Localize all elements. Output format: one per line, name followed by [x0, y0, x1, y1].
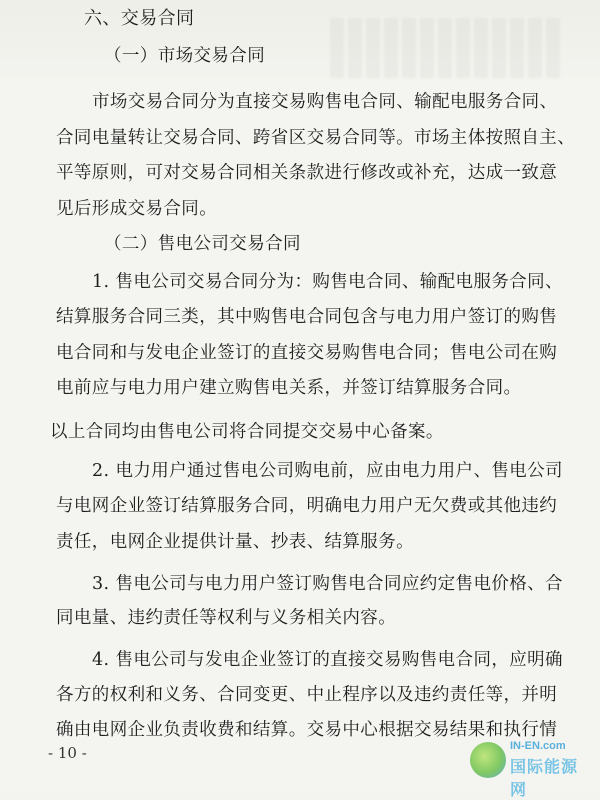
sunflower-logo-icon	[470, 742, 506, 778]
paragraph-line: 电前应与电力用户建立购售电关系，并签订结算服务合同。	[56, 378, 522, 398]
subsection-heading-retailer-contracts: （二）售电公司交易合同	[104, 234, 301, 254]
paragraph-line: 3. 售电公司与电力用户签订购售电合同应约定售电价格、合	[92, 574, 563, 594]
paragraph-line: 4. 售电公司与发电企业签订的直接交易购售电合同，应明确	[92, 650, 563, 670]
watermark-name: 国际能源网	[510, 757, 579, 799]
paragraph-line: 1. 售电公司交易合同分为：购售电合同、输配电服务合同、	[92, 272, 563, 292]
bleed-through-shadow	[330, 18, 560, 78]
paragraph-line: 市场交易合同分为直接交易购售电合同、输配电服务合同、	[92, 92, 558, 112]
paragraph-line: 合同电量转让交易合同、跨省区交易合同等。市场主体按照自主、	[56, 128, 576, 148]
watermark-logo	[470, 738, 594, 799]
paragraph-line: 平等原则，可对交易合同相关条款进行修改或补充，达成一致意	[56, 163, 558, 183]
page-number: - 10 -	[48, 744, 87, 762]
paragraph-line: 责任，电网企业提供计量、抄表、结算服务。	[56, 532, 414, 552]
paragraph-line: 见后形成交易合同。	[56, 199, 218, 219]
watermark-site: IN-EN.com	[510, 740, 566, 752]
paragraph-line: 2. 电力用户通过售电公司购电前，应由电力用户、售电公司	[92, 461, 563, 481]
paragraph-line: 结算服务合同三类，其中购售电合同包含与电力用户签订的购售	[56, 307, 558, 327]
paragraph-line: 与电网企业签订结算服务合同，明确电力用户无欠费或其他违约	[56, 496, 558, 516]
paragraph-line: 各方的权利和义务、合同变更、中止程序以及违约责任等，并明	[56, 685, 558, 705]
paragraph-line: 电合同和与发电企业签订的直接交易购售电合同；售电公司在购	[56, 343, 558, 363]
paragraph-line: 同电量、违约责任等权利与义务相关内容。	[56, 608, 397, 628]
section-heading-main: 六、交易合同	[84, 8, 195, 29]
subsection-heading-market-contracts: （一）市场交易合同	[104, 46, 266, 66]
paragraph-line: 确由电网企业负责收费和结算。交易中心根据交易结果和执行情	[56, 720, 558, 740]
paragraph-line: 以上合同均由售电公司将合同提交交易中心备案。	[50, 422, 444, 442]
